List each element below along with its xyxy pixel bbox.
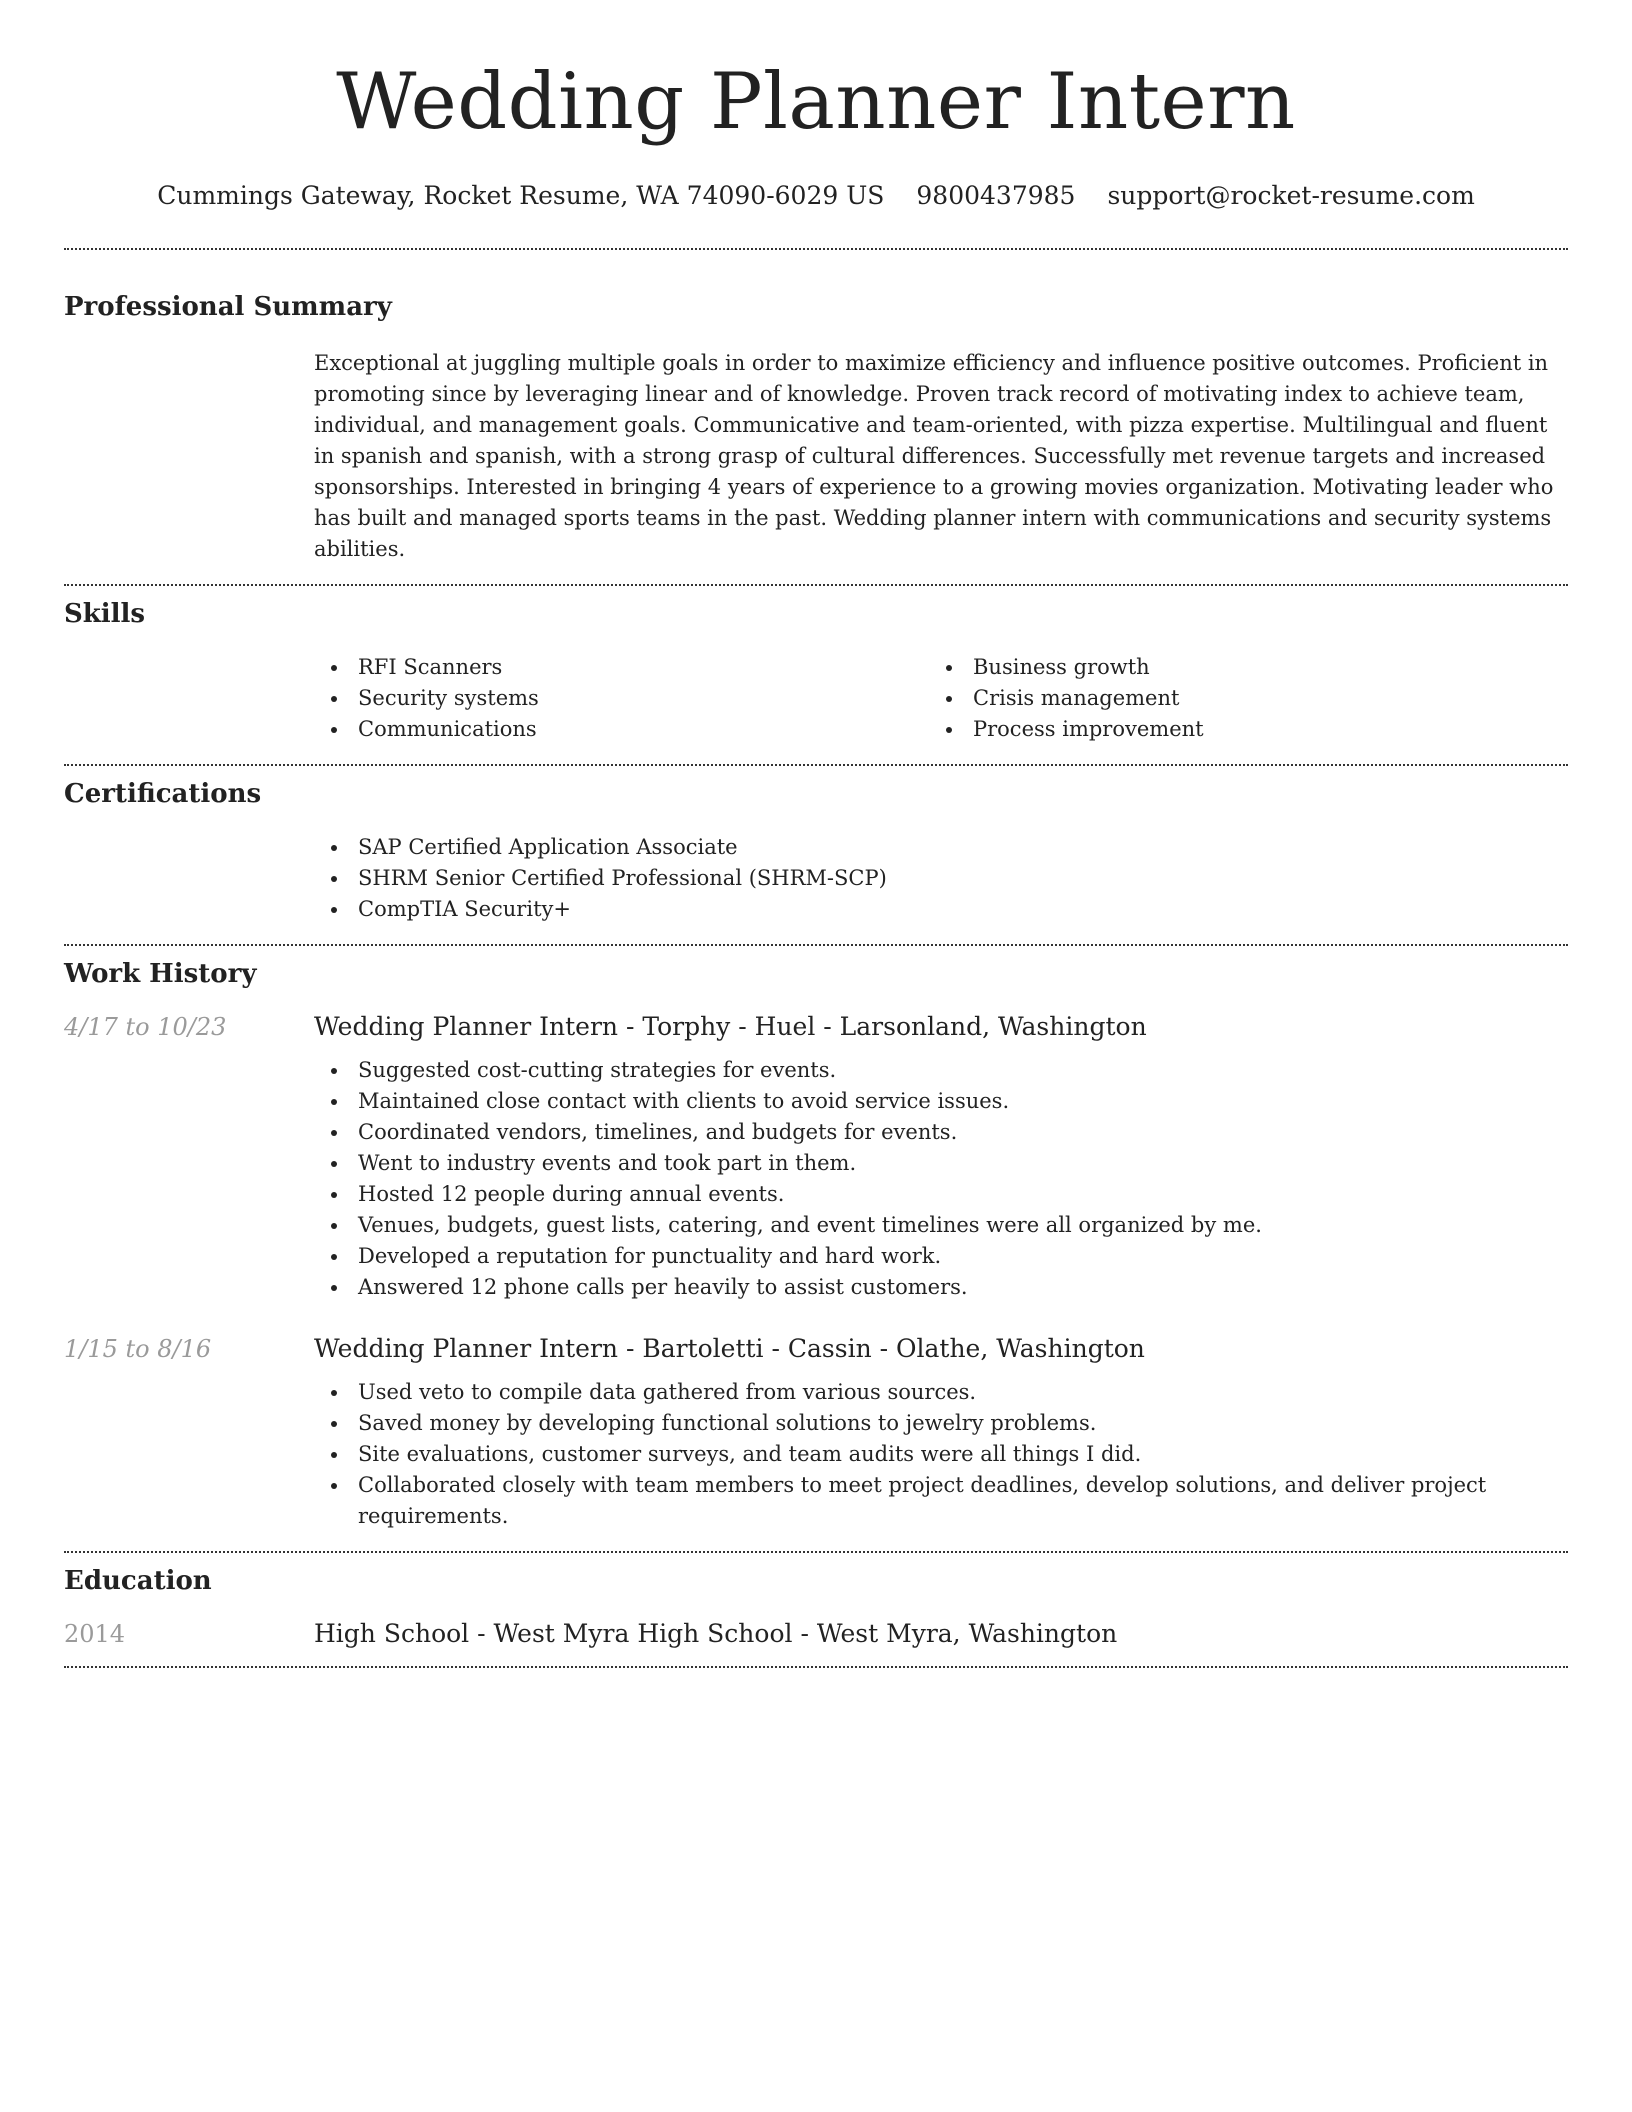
section-title-summary: Professional Summary xyxy=(64,292,392,322)
certification-item: CompTIA Security+ xyxy=(314,894,1568,925)
skill-item: RFI Scanners xyxy=(314,652,929,683)
skill-item: Process improvement xyxy=(929,714,1544,745)
email: support@rocket-resume.com xyxy=(1107,181,1475,210)
job-date: 4/17 to 10/23 xyxy=(64,1013,227,1041)
section-title-certifications: Certifications xyxy=(64,779,262,809)
summary-text: Exceptional at juggling multiple goals in order to maximize efficiency and influence positive outcomes. Proficient in promoting since by leveraging linear and of knowledge. Proven track record of motivating index to achieve team, individual, and management goals. Communicative and team-oriented, with pizza expertise. Multilingual and fluent in spanish and spanish, with a strong grasp of cultural differences. Successfully met revenue targets and increased sponsorships. Interested in bringing 4 years of experience to a growing movies organization. Motivating leader who has built and managed sports teams in the past. Wedding planner intern with communications and security systems abilities. xyxy=(314,351,1554,561)
section-title-education: Education xyxy=(64,1566,212,1596)
skill-item: Communications xyxy=(314,714,929,745)
job-header xyxy=(64,1012,1568,1041)
divider xyxy=(64,1551,1568,1553)
job-title: Wedding Planner Intern - Torphy - Huel - Larsonland, Washington xyxy=(314,1012,1147,1041)
job-duty-item: Developed a reputation for punctuality and hard work. xyxy=(314,1241,1568,1272)
job-duty-item: Suggested cost-cutting strategies for events. xyxy=(314,1055,1568,1086)
certifications-list xyxy=(314,832,1568,925)
job-duty-item: Collaborated closely with team members to meet project deadlines, develop solutions, and deliver project requirements. xyxy=(314,1470,1568,1532)
contact-line xyxy=(64,178,1568,214)
skill-item: Crisis management xyxy=(929,683,1544,714)
job-title: Wedding Planner Intern - Bartoletti - Cassin - Olathe, Washington xyxy=(314,1334,1145,1363)
job-duty-item: Hosted 12 people during annual events. xyxy=(314,1179,1568,1210)
job-duty-item: Went to industry events and took part in them. xyxy=(314,1148,1568,1179)
divider xyxy=(64,248,1568,250)
certification-item: SHRM Senior Certified Professional (SHRM-SCP) xyxy=(314,863,1568,894)
job-duty-item: Site evaluations, customer surveys, and team audits were all things I did. xyxy=(314,1439,1568,1470)
section-title-work-history: Work History xyxy=(64,959,257,989)
phone: 9800437985 xyxy=(916,181,1076,210)
skills-column-right xyxy=(929,652,1544,745)
job-duty-item: Venues, budgets, guest lists, catering, and event timelines were all organized by me. xyxy=(314,1210,1568,1241)
address: Cummings Gateway, Rocket Resume, WA 74090-6029 US xyxy=(157,181,885,210)
skill-item: Security systems xyxy=(314,683,929,714)
section-title-skills: Skills xyxy=(64,599,146,629)
job-duty-item: Answered 12 phone calls per heavily to assist customers. xyxy=(314,1272,1568,1303)
education-date: 2014 xyxy=(64,1620,126,1648)
education-title: High School - West Myra High School - West Myra, Washington xyxy=(314,1619,1118,1648)
job-header xyxy=(64,1334,1568,1363)
certification-item: SAP Certified Application Associate xyxy=(314,832,1568,863)
skills-list xyxy=(314,652,1568,745)
divider xyxy=(64,1666,1568,1668)
education-entry xyxy=(64,1619,1568,1648)
skills-column-left xyxy=(314,652,929,745)
divider xyxy=(64,944,1568,946)
job-date: 1/15 to 8/16 xyxy=(64,1335,212,1363)
summary-body xyxy=(314,348,1568,565)
job-duty-item: Maintained close contact with clients to avoid service issues. xyxy=(314,1086,1568,1117)
divider xyxy=(64,764,1568,766)
candidate-name: Wedding Planner Intern xyxy=(336,57,1296,147)
divider xyxy=(64,584,1568,586)
job-duty-item: Saved money by developing functional solutions to jewelry problems. xyxy=(314,1408,1568,1439)
job-duties xyxy=(314,1055,1568,1303)
job-duties xyxy=(314,1377,1568,1532)
job-duty-item: Used veto to compile data gathered from various sources. xyxy=(314,1377,1568,1408)
skill-item: Business growth xyxy=(929,652,1544,683)
job-duty-item: Coordinated vendors, timelines, and budgets for events. xyxy=(314,1117,1568,1148)
